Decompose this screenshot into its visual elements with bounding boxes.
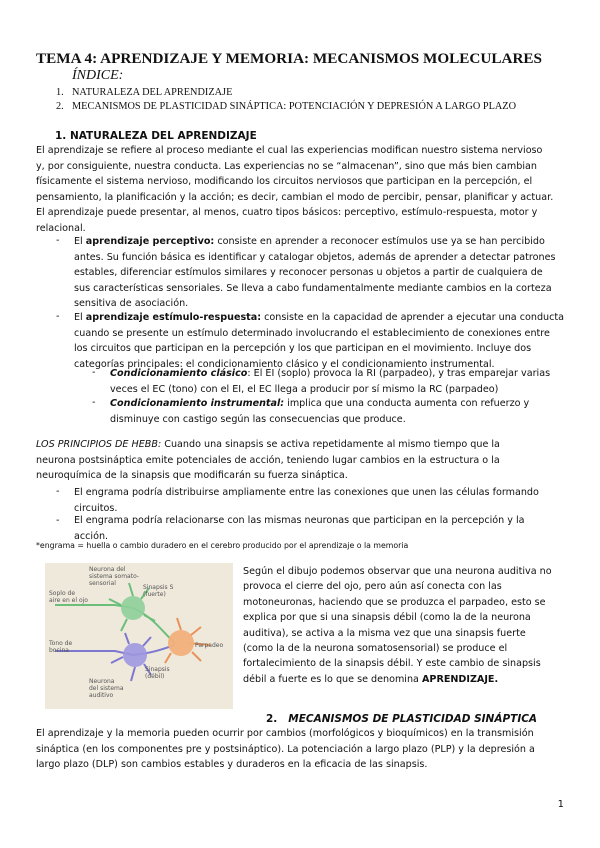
label-somato-neuron: Neurona del sistema somato-sensorial: [89, 566, 140, 587]
toc-number: 2.: [56, 101, 64, 112]
text-line: sensitiva de asociación.: [74, 298, 189, 310]
text-line: los circuitos que participan en la percepción y los que participan en el movimiento. Incluye dos: [74, 343, 532, 355]
term: aprendizaje estímulo-respuesta:: [85, 312, 262, 323]
figure-paragraph: [243, 564, 552, 687]
text-line: Condicionamiento instrumental: implica que una conducta aumenta con refuerzo y: [110, 398, 530, 409]
page-number: 1: [557, 799, 564, 810]
paragraph: [36, 143, 553, 237]
text-line: pensamiento, la planificación y la acción; es decir, cambian el modo de percibir, pensar, planificar y actuar.: [36, 191, 554, 203]
text-line: físicamente el sistema nervioso, modificando los circuitos nerviosos que participan en la percepción, el: [36, 176, 533, 188]
term: Condicionamiento clásico: [110, 368, 248, 379]
footnote: *engrama = huella o cambio duradero en el cerebro producido por el aprendizaje o la memoria: [36, 541, 409, 550]
text-line: disminuye con castigo según las consecuencias que produce.: [110, 413, 406, 425]
text-line: acción.: [74, 530, 109, 542]
text-line: auditiva), se activa a la misma vez que una sinapsis fuerte: [243, 627, 526, 639]
text-line: categorías principales: el condicionamiento clásico y el condicionamiento instrumental.: [74, 358, 495, 370]
bullet-dash: -: [56, 486, 60, 497]
term: APRENDIZAJE.: [421, 673, 499, 685]
text-line: El aprendizaje se refiere al proceso mediante el cual las experiencias modifican nuestro sistema nervioso: [36, 145, 543, 156]
paragraph: [36, 726, 535, 773]
bullet-item: [74, 485, 539, 516]
text-line: provoca el cierre del ojo, pero aún así conecta con las: [243, 581, 502, 593]
sub-bullet-item: [110, 396, 529, 427]
label-auditory-neuron: Neurona del sistema auditivo: [89, 678, 124, 699]
hebb-label: LOS PRINCIPIOS DE HEBB:: [36, 439, 162, 450]
text-line: antes. Su función básica es identificar y catalogar objetos, además de aprender a detectar patrones: [74, 251, 556, 263]
section-heading: 2. MECANISMOS DE PLASTICIDAD SINÁPTICA: [266, 713, 538, 725]
text-line: El aprendizaje estímulo-respuesta: consiste en la capacidad de aprender a ejecutar una conducta: [74, 312, 565, 323]
bullet-dash: -: [56, 235, 60, 246]
toc-text: NATURALEZA DEL APRENDIZAJE: [72, 87, 233, 98]
index-label: ÍNDICE:: [72, 68, 124, 83]
text-line: largo plazo (DLP) son cambios estables y duraderos en la eficacia de las sinapsis.: [36, 759, 428, 771]
toc-item: [56, 101, 516, 112]
neuron-diagram-svg: [45, 563, 233, 709]
text-line: relacional.: [36, 222, 86, 234]
text-line: El engrama podría distribuirse ampliamente entre las conexiones que unen las células formando: [74, 487, 539, 498]
text-line: Condicionamiento clásico: El EI (soplo) provoca la RI (parpadeo), y tras emparejar varias: [110, 368, 551, 379]
text-line: motoneuronas, haciendo que se produzca el parpadeo, esto se: [243, 596, 546, 608]
label-air-puff: Soplo de aire en el ojo: [49, 590, 88, 604]
text-line: neuroquímica de la sinapsis que modificarán su fuerza sináptica.: [36, 470, 348, 482]
bullet-item: [74, 310, 564, 372]
bullet-dash: -: [56, 515, 60, 526]
text-line: sináptica (en los componentes pre y postsináptico). La potenciación a largo plazo (PLP) y la depresión a: [36, 743, 535, 755]
label-tone: Tono de bocina: [49, 640, 73, 654]
bullet-dash: -: [92, 367, 96, 378]
text-line: cuando se presente un estímulo determinado involucrando el establecimiento de conexiones entre: [74, 327, 550, 339]
text-line: El aprendizaje y la memoria pueden ocurrir por cambios (morfológicos y bioquímicos) en la transmisión: [36, 728, 534, 739]
label-blink: Parpadeo: [195, 642, 224, 649]
toc-text: MECANISMOS DE PLASTICIDAD SINÁPTICA: POTENCIACIÓN Y DEPRESIÓN A LARGO PLAZO: [72, 101, 517, 112]
text-line: LOS PRINCIPIOS DE HEBB: Cuando una sinapsis se activa repetidamente al mismo tiempo que la: [36, 439, 500, 450]
text-line: circuitos.: [74, 502, 118, 514]
text-line: neurona postsináptica emite potenciales de acción, teniendo lugar cambios en la estructura o la: [36, 454, 500, 466]
label-strong-synapse: Sinapsis S (fuerte): [143, 584, 174, 598]
bullet-dash: -: [92, 397, 96, 408]
term: aprendizaje perceptivo:: [85, 236, 215, 247]
text-line: explica por que si una sinapsis débil (como la de la neurona: [243, 612, 531, 624]
text-line: veces el EC (tono) con el EI, el EC llega a producir por sí mismo la RC (parpadeo): [110, 383, 499, 395]
sub-bullet-item: [110, 366, 550, 397]
label-weak-synapse: Sinapsis (débil): [145, 666, 170, 680]
text-line: fortalecimiento de la sinapsis débil. Y este cambio de sinapsis: [243, 658, 541, 670]
toc-number: 1.: [56, 87, 64, 98]
text-line: débil a fuerte es lo que se denomina APRENDIZAJE.: [243, 673, 499, 685]
text-line: El engrama podría relacionarse con las mismas neuronas que participan en la percepción y la: [74, 515, 525, 526]
section-heading: 1. NATURALEZA DEL APRENDIZAJE: [55, 130, 257, 142]
toc-item: [56, 87, 232, 98]
text-line: estables, diferenciar estímulos similares y reconocer personas u objetos a partir de cualquiera de: [74, 267, 543, 279]
term: Condicionamiento instrumental:: [110, 398, 285, 409]
text-line: sus características sensoriales. Se lleva a cabo fundamentalmente mediante cambios en la corteza: [74, 282, 552, 294]
bullet-item: [74, 513, 525, 544]
bullet-dash: -: [56, 311, 60, 322]
text-line: El aprendizaje perceptivo: consiste en aprender a reconocer estímulos use ya se han percibido: [74, 236, 545, 247]
neuron-diagram: [45, 563, 233, 709]
text-line: Según el dibujo podemos observar que una neurona auditiva no: [243, 566, 552, 577]
paragraph: [36, 437, 500, 484]
text-line: y, por consiguiente, nuestra conducta. Las experiencias no se “almacenan”, sino que más bien cambian: [36, 160, 537, 172]
document-title: TEMA 4: APRENDIZAJE Y MEMORIA: MECANISMOS MOLECULARES: [36, 50, 542, 67]
bullet-item: [74, 234, 556, 312]
text-line: El aprendizaje puede presentar, al menos, cuatro tipos básicos: perceptivo, estímulo-respuesta, motor y: [36, 207, 538, 219]
text-line: (como la de la neurona somatosensorial) se produce el: [243, 643, 508, 655]
